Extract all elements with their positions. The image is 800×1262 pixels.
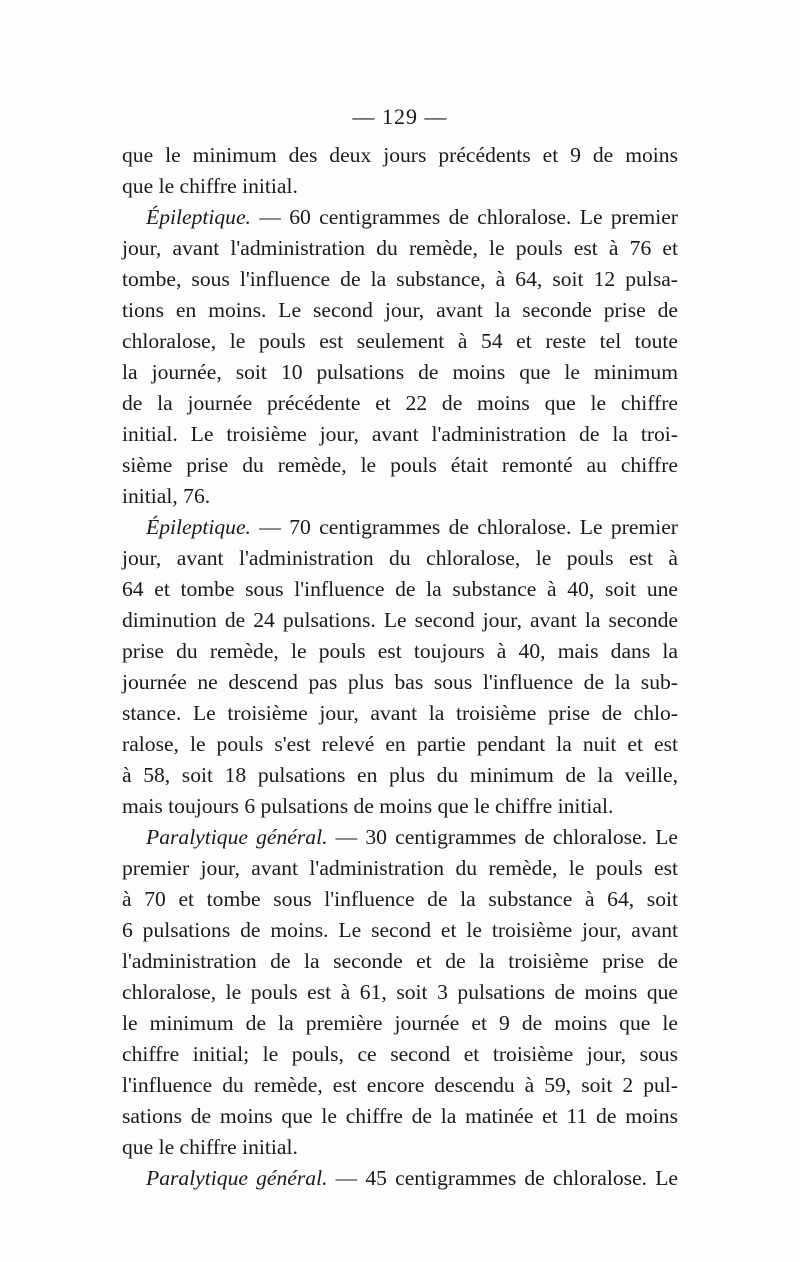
- line-text: initial. Le troisième jour, avant l'administration de la troi-: [122, 422, 678, 446]
- paragraph-lead-italic: Paralytique général.: [146, 825, 328, 849]
- text-line: [122, 1039, 678, 1070]
- text-line: [122, 636, 678, 667]
- line-text: chloralose, le pouls est seulement à 54 et reste tel toute: [122, 329, 678, 353]
- line-text: ralose, le pouls s'est relevé en partie pendant la nuit et est: [122, 732, 678, 756]
- text-line: [122, 1101, 678, 1132]
- text-line: [122, 729, 678, 760]
- line-text: le minimum de la première journée et 9 de moins que le: [122, 1011, 678, 1035]
- line-text: chiffre initial; le pouls, ce second et troisième jour, sous: [122, 1042, 678, 1066]
- text-line: [122, 977, 678, 1008]
- text-line: [122, 419, 678, 450]
- text-line: [122, 543, 678, 574]
- text-line: [122, 915, 678, 946]
- page-number: — 129 —: [352, 104, 448, 129]
- text-line: [122, 357, 678, 388]
- text-line: [122, 481, 678, 512]
- text-line: [122, 295, 678, 326]
- line-text: — 60 centigrammes de chloralose. Le premier: [250, 205, 678, 229]
- line-text: que le minimum des deux jours précédents et 9 de moins: [122, 143, 678, 167]
- line-text: la journée, soit 10 pulsations de moins que le minimum: [122, 360, 678, 384]
- line-text: de la journée précédente et 22 de moins que le chiffre: [122, 391, 678, 415]
- line-text: jour, avant l'administration du chloralose, le pouls est à: [122, 546, 678, 570]
- line-text: diminution de 24 pulsations. Le second jour, avant la seconde: [122, 608, 678, 632]
- text-line: [122, 450, 678, 481]
- text-line: [122, 822, 678, 853]
- text-line: [122, 853, 678, 884]
- line-text: stance. Le troisième jour, avant la troisième prise de chlo-: [122, 701, 678, 725]
- text-line: [122, 171, 678, 202]
- line-text: que le chiffre initial.: [122, 1135, 298, 1159]
- body-text: [122, 140, 678, 1194]
- paragraph-lead-italic: Épileptique.: [146, 205, 251, 229]
- text-line: [122, 574, 678, 605]
- text-line: [122, 202, 678, 233]
- line-text: à 70 et tombe sous l'influence de la substance à 64, soit: [122, 887, 678, 911]
- line-text: — 45 centigrammes de chloralose. Le: [327, 1166, 678, 1190]
- line-text: chloralose, le pouls est à 61, soit 3 pulsations de moins que: [122, 980, 678, 1004]
- text-line: [122, 946, 678, 977]
- line-text: prise du remède, le pouls est toujours à 40, mais dans la: [122, 639, 678, 663]
- text-line: [122, 760, 678, 791]
- line-text: journée ne descend pas plus bas sous l'influence de la sub-: [122, 670, 678, 694]
- text-line: [122, 791, 678, 822]
- text-line: [122, 884, 678, 915]
- paragraph-lead-italic: Épileptique.: [146, 515, 251, 539]
- paragraph-lead-italic: Paralytique général.: [146, 1166, 328, 1190]
- line-text: que le chiffre initial.: [122, 174, 298, 198]
- line-text: mais toujours 6 pulsations de moins que le chiffre initial.: [122, 794, 614, 818]
- line-text: à 58, soit 18 pulsations en plus du minimum de la veille,: [122, 763, 678, 787]
- text-line: [122, 1163, 678, 1194]
- line-text: 64 et tombe sous l'influence de la substance à 40, soit une: [122, 577, 678, 601]
- line-text: initial, 76.: [122, 484, 211, 508]
- line-text: 6 pulsations de moins. Le second et le troisième jour, avant: [122, 918, 678, 942]
- text-line: [122, 512, 678, 543]
- text-line: [122, 1132, 678, 1163]
- text-line: [122, 667, 678, 698]
- line-text: — 70 centigrammes de chloralose. Le premier: [250, 515, 678, 539]
- line-text: — 30 centigrammes de chloralose. Le: [327, 825, 678, 849]
- text-line: [122, 698, 678, 729]
- line-text: premier jour, avant l'administration du remède, le pouls est: [122, 856, 678, 880]
- line-text: tombe, sous l'influence de la substance, à 64, soit 12 pulsa-: [122, 267, 678, 291]
- line-text: tions en moins. Le second jour, avant la seconde prise de: [122, 298, 678, 322]
- text-line: [122, 140, 678, 171]
- line-text: sième prise du remède, le pouls était remonté au chiffre: [122, 453, 678, 477]
- text-line: [122, 1070, 678, 1101]
- line-text: l'influence du remède, est encore descendu à 59, soit 2 pul-: [122, 1073, 678, 1097]
- text-line: [122, 264, 678, 295]
- line-text: sations de moins que le chiffre de la matinée et 11 de moins: [122, 1104, 678, 1128]
- line-text: jour, avant l'administration du remède, le pouls est à 76 et: [122, 236, 678, 260]
- text-line: [122, 326, 678, 357]
- text-line: [122, 388, 678, 419]
- text-line: [122, 605, 678, 636]
- line-text: l'administration de la seconde et de la troisième prise de: [122, 949, 678, 973]
- text-line: [122, 233, 678, 264]
- text-line: [122, 1008, 678, 1039]
